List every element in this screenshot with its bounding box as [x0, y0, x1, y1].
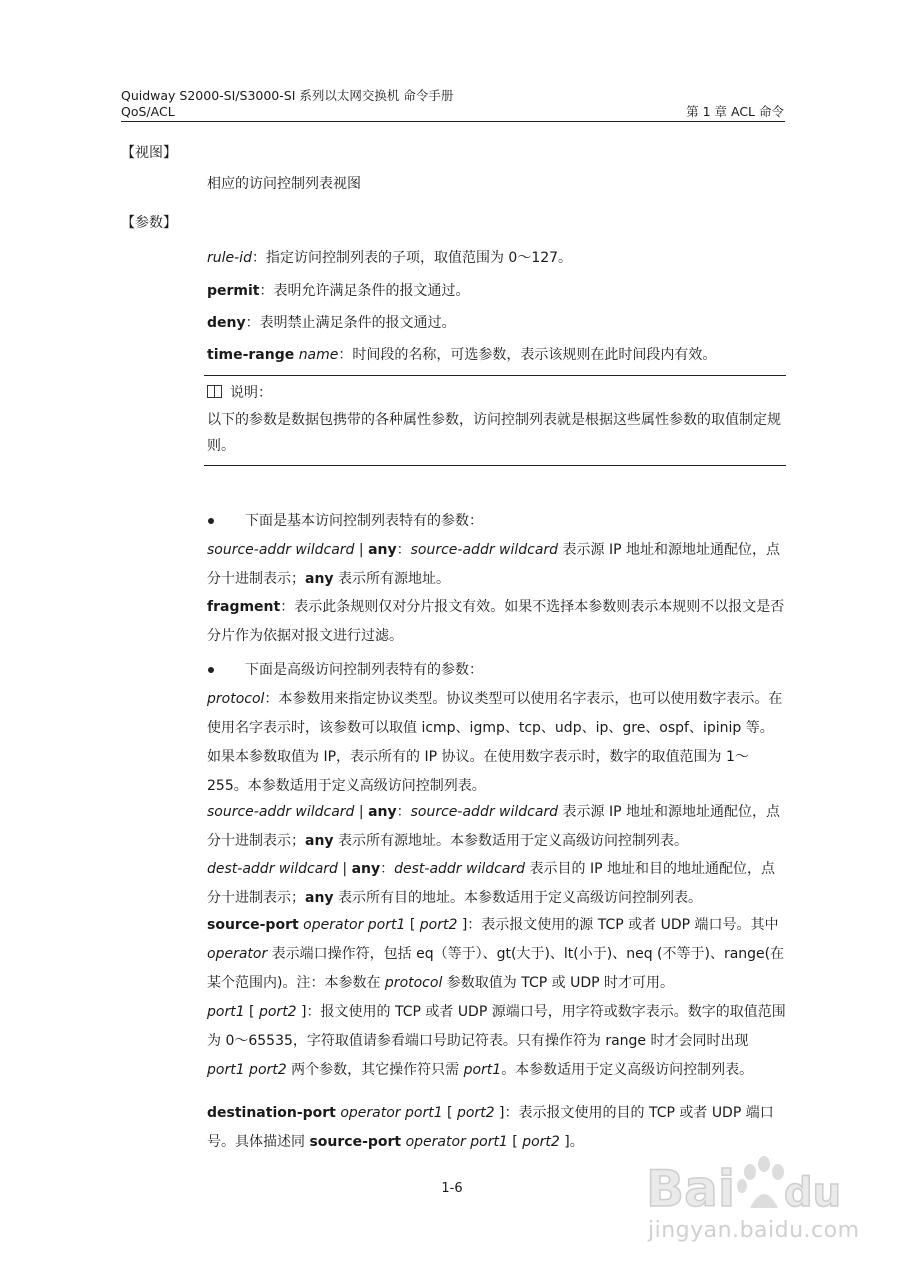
desc: ：表示报文使用的源 TCP 或者 UDP 端口号。其中 — [467, 917, 779, 933]
keyword: source-port — [309, 1134, 402, 1150]
param-desc: ：指定访问控制列表的子项，取值范围为 0～127。 — [251, 250, 573, 266]
colon: ： — [396, 542, 411, 558]
bullet-dot — [208, 667, 214, 673]
sep: | — [354, 804, 369, 820]
param-term: rule-id — [207, 250, 252, 266]
arg: operator port1 — [335, 1105, 443, 1121]
desc: 表示源 IP 地址和源地址通配位，点分十进制表示； — [207, 542, 780, 587]
note-text: 以下的参数是数据包携带的各种属性参数，访问控制列表就是根据这些属性参数的取值制定规则。 — [207, 412, 781, 454]
desc: 参数取值为 TCP 或 UDP 时才可用。 — [442, 975, 675, 991]
svg-text:Bai: Bai — [646, 1160, 735, 1218]
desc: 表示所有源地址。本参数适用于定义高级访问控制列表。 — [333, 833, 688, 849]
note-bottom-rule — [204, 465, 786, 466]
arg: operator port1 — [298, 917, 406, 933]
page-number: 1-6 — [441, 1181, 463, 1196]
basic-source-addr — [207, 536, 787, 594]
desc: 两个参数，其它操作符只需 — [286, 1062, 464, 1078]
note-top-rule — [204, 375, 786, 376]
arg: operator — [207, 946, 268, 962]
keyword: source-port — [207, 917, 299, 933]
param-term: deny — [207, 315, 246, 331]
arg: source-addr wildcard — [410, 804, 559, 820]
view-text: 相应的访问控制列表视图 — [207, 176, 361, 192]
desc: 表示源 IP 地址和源地址通配位，点分十进制表示； — [207, 804, 780, 849]
param-deny — [207, 312, 787, 334]
keyword: any — [368, 542, 397, 558]
svg-text:du: du — [784, 1170, 842, 1216]
basic-fragment — [207, 593, 787, 651]
keyword: any — [368, 804, 397, 820]
param-desc: ：表明允许满足条件的报文通过。 — [259, 283, 470, 299]
desc: ：表示报文使用的目的 TCP 或者 UDP 端口号。具体描述同 — [207, 1105, 774, 1150]
arg: dest-addr wildcard — [394, 861, 526, 877]
param-term: time-range — [207, 347, 295, 363]
param-desc: ：表明禁止满足条件的报文通过。 — [245, 315, 456, 331]
bracket: ] — [457, 917, 468, 933]
desc: 表示目的 IP 地址和目的地址通配位，点分十进制表示； — [207, 861, 775, 906]
book-icon — [207, 385, 222, 398]
keyword: destination-port — [207, 1105, 336, 1121]
bracket: ] — [296, 1004, 307, 1020]
advanced-bullet-text: 下面是高级访问控制列表特有的参数： — [245, 662, 483, 678]
arg: port1 port2 — [207, 1062, 287, 1078]
bracket: [ — [442, 1105, 457, 1121]
bullet-dot — [208, 518, 214, 524]
arg: port1 — [463, 1062, 502, 1078]
param-permit — [207, 280, 787, 302]
arg: port2 — [258, 1004, 297, 1020]
arg: dest-addr wildcard — [207, 861, 338, 877]
arg: port2 — [522, 1134, 560, 1150]
bracket: [ — [405, 917, 420, 933]
colon: ： — [380, 861, 395, 877]
doc-title: Quidway S2000-SI/S3000-SI 系列以太网交换机 命令手册 — [121, 88, 454, 103]
chapter-title: 第 1 章 ACL 命令 — [686, 104, 784, 119]
sep: | — [354, 542, 369, 558]
keyword: any — [351, 861, 381, 877]
param-rule-id — [207, 247, 787, 269]
desc: 表示所有目的地址。本参数适用于定义高级访问控制列表。 — [333, 890, 702, 906]
bracket: ] — [559, 1134, 570, 1150]
keyword: any — [305, 571, 334, 587]
arg: source-addr wildcard — [207, 542, 355, 558]
param-time-range — [207, 344, 787, 366]
arg: source-addr wildcard — [207, 804, 355, 820]
keyword: any — [305, 833, 334, 849]
colon: ： — [396, 804, 411, 820]
desc: 。 — [569, 1134, 584, 1150]
arg: port2 — [419, 917, 458, 933]
arg: port2 — [456, 1105, 495, 1121]
desc: 表示所有源地址。 — [333, 571, 450, 587]
keyword: fragment — [207, 599, 281, 615]
desc: ：表示此条规则仅对分片报文有效。如果不选择本参数则表示本规则不以报文是否分片作为依据对报文进行过滤。 — [207, 599, 785, 644]
param-arg: name — [298, 347, 339, 363]
desc: 表示端口操作符，包括 eq（等于）、gt(大于)、lt(小于)、neq (不等于)、range(在某个范围内)。注：本参数在 — [207, 946, 785, 991]
advanced-source-port — [207, 911, 787, 1085]
desc: 。本参数适用于定义高级访问控制列表。 — [501, 1062, 754, 1078]
advanced-dest-addr — [207, 855, 787, 913]
desc: ：本参数用来指定协议类型。协议类型可以使用名字表示，也可以使用数字表示。在使用名字表示时，该参数可以取值 icmp、igmp、tcp、udp、ip、gre、ospf、ipinip 等。如果本参数取值为 IP，表示所有的 IP 协议。在使用数字表示时，数字的取值范围为 1～255。本参数适用于定义高级访问控制列表。 — [207, 691, 783, 794]
keyword: any — [305, 890, 334, 906]
basic-bullet-text: 下面是基本访问控制列表特有的参数： — [245, 513, 483, 529]
arg: protocol — [207, 691, 265, 707]
note-label-text: 说明： — [230, 385, 272, 401]
watermark-url: jingyan.baidu.com — [648, 1218, 860, 1243]
bracket: [ — [244, 1004, 259, 1020]
view-heading: 【视图】 — [121, 145, 177, 161]
arg: source-addr wildcard — [410, 542, 559, 558]
arg: port1 — [207, 1004, 245, 1020]
desc: ：报文使用的 TCP 或者 UDP 源端口号，用字符或数字表示。数字的取值范围为 0～65535，字符取值请参看端口号助记符表。只有操作符为 range 时才会同时出现 — [207, 1004, 786, 1049]
advanced-source-addr — [207, 798, 787, 856]
sep: | — [337, 861, 352, 877]
params-heading: 【参数】 — [121, 215, 177, 231]
header-divider — [121, 121, 785, 122]
arg: operator port1 — [401, 1134, 508, 1150]
bracket: ] — [494, 1105, 505, 1121]
arg: protocol — [384, 975, 443, 991]
param-desc: ：时间段的名称，可选参数，表示该规则在此时间段内有效。 — [338, 347, 717, 363]
param-term: permit — [207, 283, 260, 299]
note-label — [207, 382, 787, 404]
bracket: [ — [507, 1134, 523, 1150]
advanced-protocol — [207, 685, 787, 801]
section-name: QoS/ACL — [121, 104, 175, 119]
